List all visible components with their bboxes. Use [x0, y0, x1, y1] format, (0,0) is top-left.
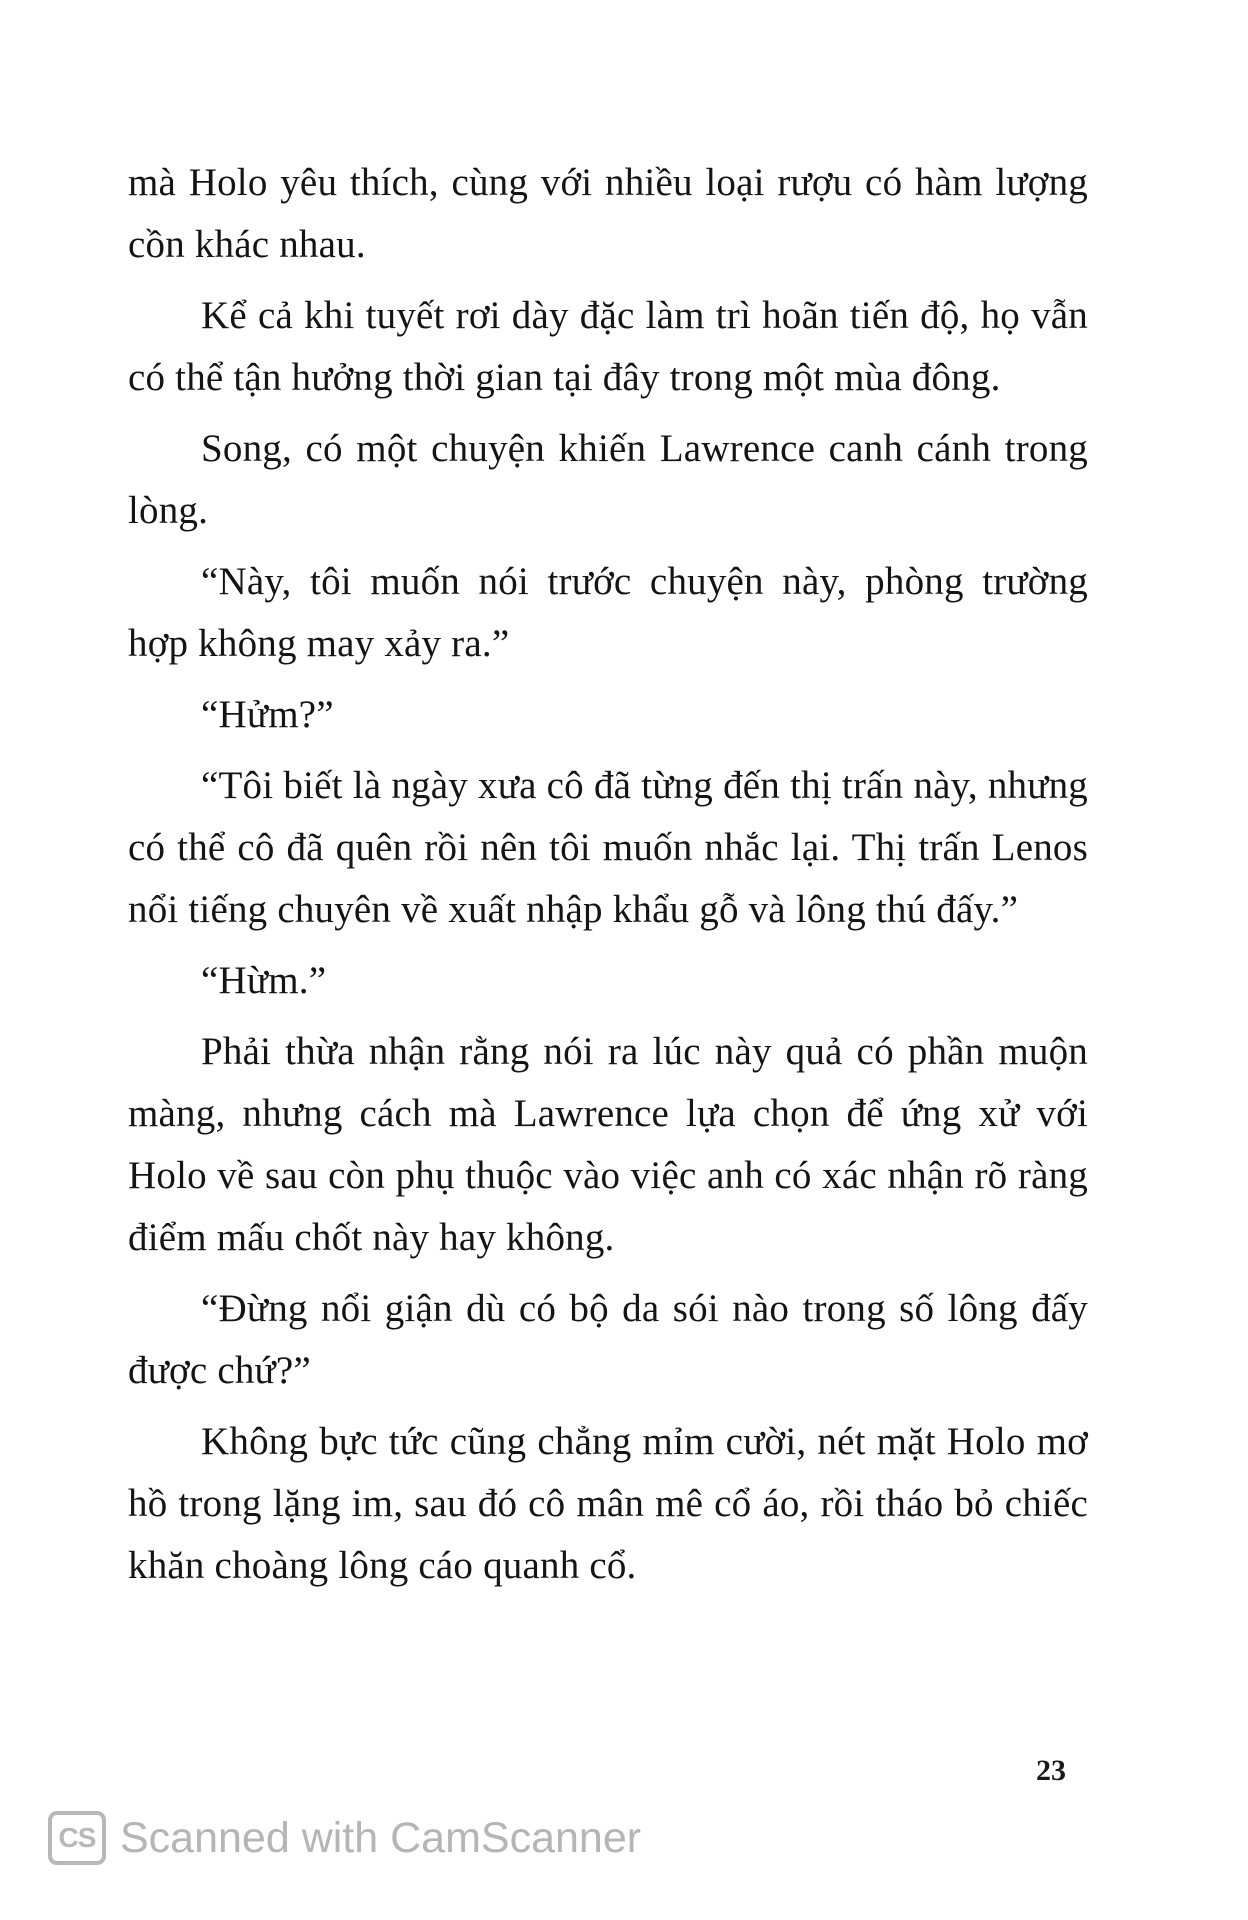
- paragraph: “Hửm?”: [201, 693, 334, 736]
- camscanner-logo-icon: CS: [48, 1811, 106, 1865]
- paragraph: “Đừng nổi giận dù có bộ da sói nào trong số lông đấy được chứ?”: [128, 1287, 1088, 1392]
- paragraph: “Tôi biết là ngày xưa cô đã từng đến thị trấn này, nhưng có thể cô đã quên rồi nên tôi muốn nhắc lại. Thị trấn Lenos nổi tiếng chuyên về xuất nhập khẩu gỗ và lông thú đấy.”: [128, 764, 1088, 931]
- paragraph: Không bực tức cũng chẳng mỉm cười, nét mặt Holo mơ hồ trong lặng im, sau đó cô mân mê cổ áo, rồi tháo bỏ chiếc khăn choàng lông cáo quanh cổ.: [128, 1420, 1088, 1587]
- paragraph: mà Holo yêu thích, cùng với nhiều loại rượu có hàm lượng cồn khác nhau.: [128, 161, 1088, 266]
- paragraph: Kể cả khi tuyết rơi dày đặc làm trì hoãn tiến độ, họ vẫn có thể tận hưởng thời gian tại đây trong một mùa đông.: [128, 294, 1088, 399]
- watermark-text: Scanned with CamScanner: [120, 1813, 642, 1862]
- paragraph: “Hừm.”: [201, 959, 327, 1002]
- paragraph: “Này, tôi muốn nói trước chuyện này, phòng trường hợp không may xảy ra.”: [128, 560, 1088, 665]
- paragraph: Song, có một chuyện khiến Lawrence canh cánh trong lòng.: [128, 427, 1088, 532]
- paragraph: Phải thừa nhận rằng nói ra lúc này quả có phần muộn màng, nhưng cách mà Lawrence lựa chọn để ứng xử với Holo về sau còn phụ thuộc vào việc anh có xác nhận rõ ràng điểm mấu chốt này hay không.: [128, 1030, 1088, 1259]
- body-text: [128, 152, 1088, 1606]
- camscanner-watermark: [48, 1808, 641, 1868]
- page-number: 23: [1036, 1754, 1066, 1787]
